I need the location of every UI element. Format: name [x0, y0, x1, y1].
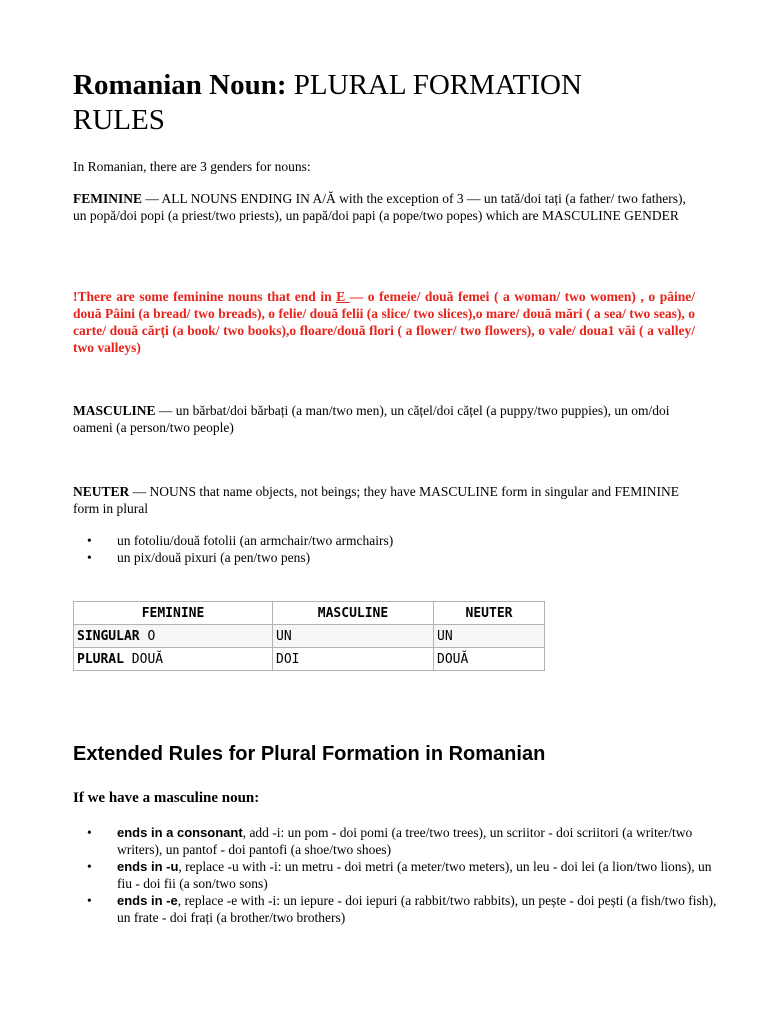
- rule-text: , replace -u with -i: un metru - doi metri (a meter/two meters), un leu - doi lei (a lion/two lions), un fiu - doi fii (a son/two sons): [117, 859, 712, 891]
- rule-key: ends in -u: [117, 859, 179, 874]
- gender-article-table: [73, 601, 545, 671]
- list-item: [73, 549, 695, 566]
- list-item: [73, 892, 723, 926]
- rule-key: ends in a consonant: [117, 825, 243, 840]
- neuter-label: NEUTER: [73, 484, 130, 499]
- note-after: — o femeie/ două femei ( a woman/ two women) , o pâine/ două Pâini (a bread/ two breads), o felie/ două felii (a slice/ two slices),o mare/ două mări ( a sea/ two seas), o carte/ două cărți (a book/ two books),o floare/două flori ( a flower/ two flowers), o vale/ doua1 văi ( a valley/ two valleys): [73, 289, 695, 355]
- title-lead: Romanian Noun:: [73, 69, 287, 101]
- bullet: •: [87, 825, 92, 840]
- feminine-label: FEMININE: [73, 191, 143, 206]
- list-item: [73, 532, 695, 549]
- rule-key: ends in -e: [117, 893, 178, 908]
- table-cell: DOUĂ: [434, 648, 545, 671]
- list-item: [73, 824, 723, 858]
- feminine-e-note: [73, 288, 695, 356]
- row-label: SINGULAR: [77, 628, 140, 644]
- neuter-text: — NOUNS that name objects, not beings; they have MASCULINE form in singular and FEMININE form in plural: [73, 484, 679, 516]
- table-cell: [74, 648, 273, 671]
- bullet: •: [87, 859, 92, 874]
- table-header: MASCULINE: [273, 602, 434, 625]
- masculine-rules-list: [73, 824, 723, 926]
- intro-text: In Romanian, there are 3 genders for nouns:: [73, 159, 311, 174]
- feminine-paragraph: [73, 190, 695, 224]
- table-cell: UN: [434, 625, 545, 648]
- table-row: [74, 625, 545, 648]
- table-cell: UN: [273, 625, 434, 648]
- bullet: •: [87, 893, 92, 908]
- title-rest: PLURAL FORMATION RULES: [73, 69, 582, 136]
- neuter-paragraph: [73, 483, 695, 517]
- masculine-subheading: If we have a masculine noun:: [73, 790, 260, 806]
- list-item: [73, 858, 723, 892]
- note-ending: E: [336, 289, 350, 304]
- table-header: FEMININE: [74, 602, 273, 625]
- neuter-example: un pix/două pixuri (a pen/two pens): [117, 550, 311, 565]
- cell-value: DOUĂ: [131, 651, 164, 667]
- cell-value: O: [147, 628, 156, 644]
- row-label: PLURAL: [77, 651, 124, 667]
- table-header: NEUTER: [434, 602, 545, 625]
- table-cell: DOI: [273, 648, 434, 671]
- neuter-example: un fotoliu/două fotolii (an armchair/two armchairs): [117, 533, 394, 548]
- rule-text: , replace -e with -i: un iepure - doi iepuri (a rabbit/two rabbits), un pește - doi pești (a fish/two fish), un frate - doi frați (a brother/two brothers): [117, 893, 717, 925]
- bullet: •: [87, 533, 92, 548]
- neuter-example-list: [73, 532, 695, 566]
- rule-text: , add -i: un pom - doi pomi (a tree/two trees), un scriitor - doi scriitori (a writer/two writers), un pantof - doi pantofi (a shoe/two shoes): [117, 825, 693, 857]
- page-title: [73, 68, 673, 138]
- table-cell: [74, 625, 273, 648]
- masculine-paragraph: [73, 402, 695, 436]
- table-row: [74, 648, 545, 671]
- extended-rules-heading: Extended Rules for Plural Formation in Romanian: [73, 743, 546, 765]
- table-header-row: [74, 602, 545, 625]
- masculine-text: — un bărbat/doi bărbați (a man/two men), un cățel/doi cățel (a puppy/two puppies), un om/doi oameni (a person/two people): [73, 403, 670, 435]
- feminine-text: — ALL NOUNS ENDING IN A/Ă with the exception of 3 — un tată/doi tați (a father/ two fathers), un popă/doi popi (a priest/two priests), un papă/doi papi (a pope/two popes) which are MASCULINE GENDER: [73, 191, 686, 223]
- bullet: •: [87, 550, 92, 565]
- masculine-label: MASCULINE: [73, 403, 156, 418]
- note-before: !There are some feminine nouns that end in: [73, 289, 337, 304]
